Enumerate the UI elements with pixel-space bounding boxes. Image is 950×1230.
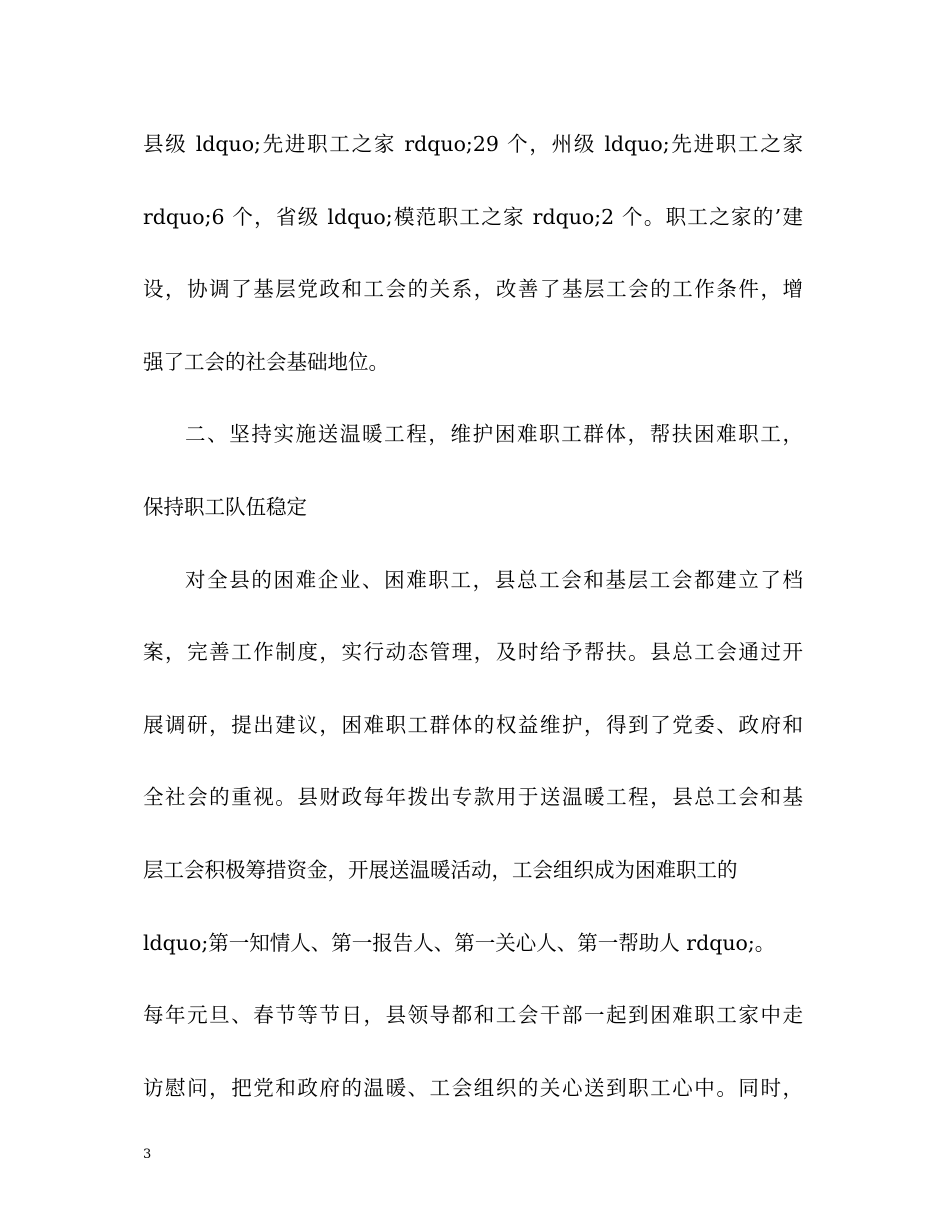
text-line: 县级 ldquo;先进职工之家 rdquo;29 个，州级 ldquo;先进职工之家: [143, 132, 803, 156]
text-line: 对全县的困难企业、困难职工，县总工会和基层工会都建立了档: [185, 567, 803, 592]
section-heading: 二、坚持实施送温暖工程，维护困难职工群体，帮扶困难职工，: [185, 422, 803, 447]
text-line: 全社会的重视。县财政每年拨出专款用于送温暖工程，县总工会和基: [143, 785, 803, 810]
text-line: 展调研，提出建议，困难职工群体的权益维护，得到了党委、政府和: [143, 712, 803, 737]
text-line: 访慰问，把党和政府的温暖、工会组织的关心送到职工心中。同时，: [143, 1075, 803, 1100]
page-number: 3: [143, 1147, 152, 1162]
section-heading-continued: 保持职工队伍稳定: [143, 494, 307, 519]
text-line: 每年元旦、春节等节日，县领导都和工会干部一起到困难职工家中走: [143, 1003, 803, 1028]
body-text: [143, 118, 803, 1134]
text-line: 案，完善工作制度，实行动态管理，及时给予帮扶。县总工会通过开: [143, 640, 803, 665]
text-line: ldquo;第一知情人、第一报告人、第一关心人、第一帮助人 rdquo;。: [143, 930, 776, 955]
text-line: 层工会积极筹措资金，开展送温暖活动，工会组织成为困难职工的: [143, 857, 738, 882]
text-line: 强了工会的社会基础地位。: [143, 349, 389, 374]
text-line: 设，协调了基层党政和工会的关系，改善了基层工会的工作条件，增: [143, 277, 803, 302]
text-line: rdquo;6 个，省级 ldquo;模范职工之家 rdquo;2 个。职工之家的’建: [143, 204, 803, 229]
